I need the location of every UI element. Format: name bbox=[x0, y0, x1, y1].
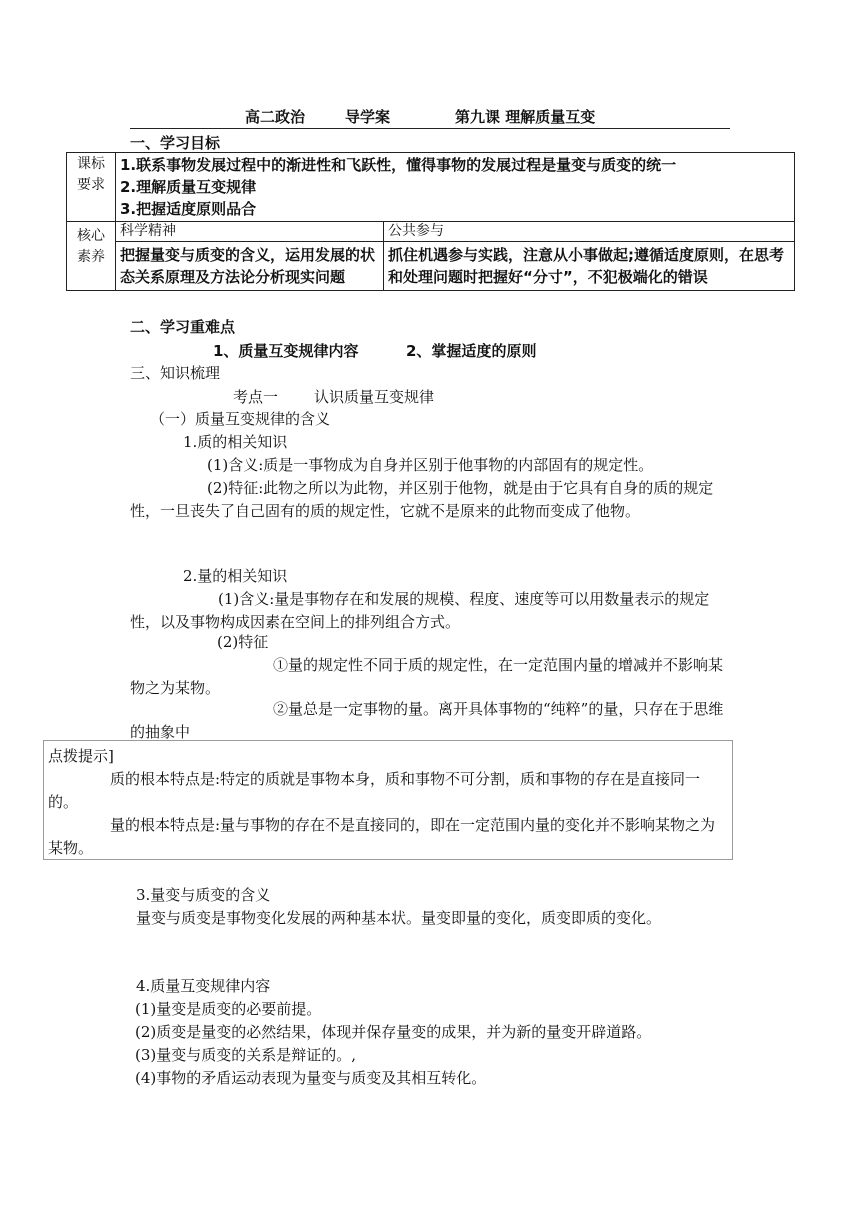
science-spirit-heading: 科学精神 bbox=[116, 222, 383, 242]
law-item: (2)质变是量变的必然结果，体现并保存量变的成果，并为新的量变开辟道路。 bbox=[135, 1023, 652, 1041]
science-spirit-cell bbox=[116, 222, 384, 291]
tip-title: 点拨提示] bbox=[48, 747, 114, 765]
quantity-definition: (1)含义:量是事物存在和发展的规模、程度、速度等可以用数量表示的规定性，以及事物构成因素在空间上的排列组合方式。 bbox=[130, 590, 710, 631]
quantity-heading: 2.量的相关知识 bbox=[183, 567, 288, 585]
doc-title-lesson: 第九课 理解质量互变 bbox=[455, 108, 596, 126]
literacy-label: 核心素养 bbox=[67, 222, 116, 291]
subsection-1-heading: （一）质量互变规律的含义 bbox=[150, 410, 331, 428]
law-item: (4)事物的矛盾运动表现为量变与质变及其相互转化。 bbox=[135, 1069, 487, 1087]
tip-quantity: 量的根本特点是:量与事物的存在不是直接同的，即在一定范围内量的变化并不影响某物之为某物。 bbox=[48, 816, 716, 857]
part3-body: 量变与质变是事物变化发展的两种基本状。量变即量的变化，质变即质的变化。 bbox=[136, 909, 662, 927]
quantity-feature-heading: (2)特征 bbox=[217, 633, 269, 651]
tip-quality: 质的根本特点是:特定的质就是事物本身，质和事物不可分割，质和事物的存在是直接同一的。 bbox=[48, 770, 701, 811]
kaodian-label: 考点一 bbox=[233, 388, 279, 406]
public-participation-heading: 公共参与 bbox=[384, 222, 794, 242]
doc-title-type: 导学案 bbox=[345, 108, 391, 126]
quantity-feature-2: ②量总是一定事物的量。离开具体事物的“纯粹”的量，只存在于思维的抽象中 bbox=[130, 700, 724, 741]
law-item: (1)量变是质变的必要前提。 bbox=[135, 1000, 322, 1018]
tip-box bbox=[43, 740, 733, 860]
goals-row-curriculum bbox=[67, 153, 795, 222]
part4-heading: 4.质量互变规律内容 bbox=[136, 977, 271, 995]
part3-heading: 3.量变与质变的含义 bbox=[136, 886, 271, 904]
section1-heading: 一、学习目标 bbox=[130, 134, 221, 152]
section3-heading: 三、知识梳理 bbox=[130, 364, 221, 382]
goal-item: 3.把握适度原则品合 bbox=[120, 200, 257, 218]
kaodian-title: 认识质量互变规律 bbox=[314, 388, 435, 406]
section2-heading: 二、学习重难点 bbox=[130, 318, 236, 336]
quantity-feature-1: ①量的规定性不同于质的规定性，在一定范围内量的增减并不影响某物之为某物。 bbox=[130, 656, 724, 697]
quality-feature: (2)特征:此物之所以为此物，并区别于他物，就是由于它具有自身的质的规定性，一旦丧失了自己固有的质的规定性，它就不是原来的此物而变成了他物。 bbox=[130, 479, 714, 520]
doc-title-subject: 高二政治 bbox=[245, 108, 306, 126]
quality-heading: 1.质的相关知识 bbox=[183, 433, 288, 451]
key-point-2: 2、掌握适度的原则 bbox=[406, 342, 537, 360]
curriculum-goals bbox=[116, 153, 795, 222]
goal-item: 2.理解质量互变规律 bbox=[120, 178, 257, 196]
goal-item: 1.联系事物发展过程中的渐进性和飞跃性，懂得事物的发展过程是量变与质变的统一 bbox=[120, 156, 677, 174]
goals-row-literacy bbox=[67, 222, 795, 291]
title-underline bbox=[130, 128, 730, 129]
quality-definition: (1)含义:质是一事物成为自身并区别于他事物的内部固有的规定性。 bbox=[207, 456, 654, 474]
public-participation-body: 抓住机遇参与实践，注意从小事做起;遵循适度原则，在思考和处理问题时把握好“分寸”，不犯极端化的错误 bbox=[388, 246, 785, 286]
learning-goals-table bbox=[66, 152, 795, 291]
curriculum-label: 课标要求 bbox=[67, 153, 116, 222]
law-item: (3)量变与质变的关系是辩证的。, bbox=[135, 1046, 357, 1064]
public-participation-cell bbox=[384, 222, 795, 291]
key-point-1: 1、质量互变规律内容 bbox=[213, 342, 359, 360]
science-spirit-body: 把握量变与质变的含义，运用发展的状态关系原理及方法论分析现实问题 bbox=[120, 246, 376, 286]
